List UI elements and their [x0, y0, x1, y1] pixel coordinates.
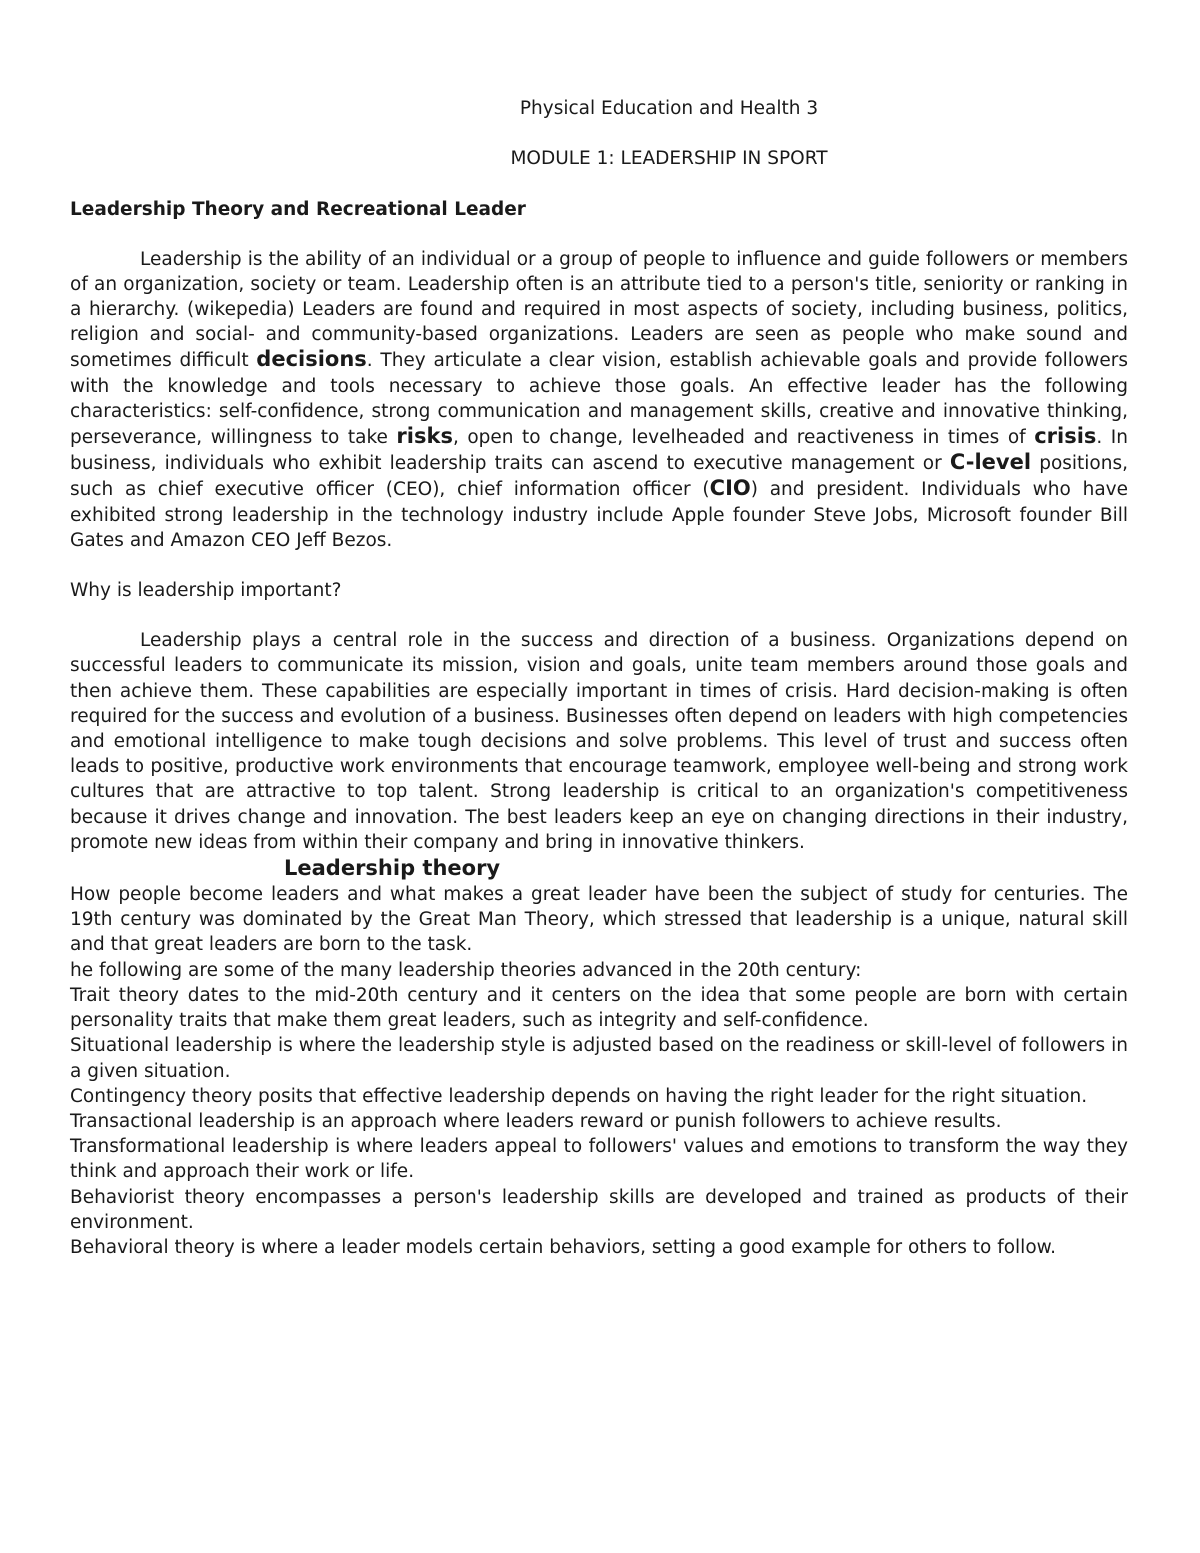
keyword-cio: CIO	[709, 476, 751, 501]
theory-item-situational: Situational leadership is where the leadership style is adjusted based on the readiness or skill-level of followers in a given situation.	[70, 1035, 1128, 1082]
leadership-theory-heading: Leadership theory	[284, 856, 501, 881]
theory-item-transactional: Transactional leadership is an approach where leaders reward or punish followers to achieve results.	[70, 1110, 1002, 1132]
theory-intro: How people become leaders and what makes a great leader have been the subject of study for centuries. The 19th century was dominated by the Great Man Theory, which stressed that leadership is a unique, natural skill and that great leaders are born to the task.	[70, 884, 1128, 956]
keyword-decisions: decisions	[256, 347, 367, 372]
keyword-risks: risks	[396, 424, 453, 449]
importance-question: Why is leadership important?	[70, 580, 342, 602]
document-page	[70, 96, 1128, 1260]
intro-paragraph	[70, 247, 1128, 553]
theory-item-behaviorist: Behaviorist theory encompasses a person's leadership skills are developed and trained as products of their environment.	[70, 1186, 1128, 1233]
intro-text-5: positions, such as chief executive officer (CEO), chief information officer (	[70, 453, 1128, 501]
theory-lead: he following are some of the many leadership theories advanced in the 20th century:	[70, 959, 862, 981]
section-title: Leadership Theory and Recreational Leader	[70, 199, 526, 221]
intro-text-6: ) and president. Individuals who have exhibited strong leadership in the technology industry include Apple founder Steve Jobs, Microsoft founder Bill Gates and Amazon CEO Jeff Bezos.	[70, 479, 1128, 551]
theory-item-transformational: Transformational leadership is where leaders appeal to followers' values and emotions to transform the way they think and approach their work or life.	[70, 1136, 1128, 1183]
intro-text-3: , open to change, levelheaded and reactiveness in times of	[452, 427, 1035, 449]
keyword-crisis: crisis	[1034, 424, 1097, 449]
keyword-c-level: C-level	[949, 450, 1032, 475]
theory-item-trait: Trait theory dates to the mid-20th century and it centers on the idea that some people are born with certain personality traits that make them great leaders, such as integrity and self-confidence.	[70, 984, 1128, 1032]
intro-text-1: Leadership is the ability of an individual or a group of people to influence and guide followers or members of an organization, society or team. Leadership often is an attribute tied to a person's title, seniority or ranking in a hierarchy. (wikepedia) Leaders are found and required in most aspects of society, including business, politics, religion and social- and community-based organizations. Leaders are seen as people who make sound and sometimes difficult	[70, 248, 1128, 372]
module-title: MODULE 1: LEADERSHIP IN SPORT	[510, 148, 828, 170]
theory-item-behavioral: Behavioral theory is where a leader models certain behaviors, setting a good example for others to follow.	[70, 1236, 1056, 1258]
importance-paragraph: Leadership plays a central role in the success and direction of a business. Organizations depend on successful leaders to communicate its mission, vision and goals, unite team members around those goals and then achieve them. These capabilities are especially important in times of crisis. Hard decision-making is often required for the success and evolution of a business. Businesses often depend on leaders with high competencies and emotional intelligence to make tough decisions and solve problems. This level of trust and success often leads to positive, productive work environments that encourage teamwork, employee well-being and strong work cultures that are attractive to top talent. Strong leadership is critical to an organization's competitiveness because it drives change and innovation. The best leaders keep an eye on changing directions in their industry, promote new ideas from within their company and bring in innovative thinkers.	[70, 630, 1128, 853]
course-title: Physical Education and Health 3	[519, 98, 819, 119]
intro-text-4: . In business, individuals who exhibit leadership traits can ascend to executive management or	[70, 427, 1128, 475]
intro-text-2: . They articulate a clear vision, establish achievable goals and provide followers with the knowledge and tools necessary to achieve those goals. An effective leader has the following characteristics: self-confidence, strong communication and management skills, creative and innovative thinking, perseverance, willingness to take	[70, 350, 1128, 449]
theory-item-contingency: Contingency theory posits that effective leadership depends on having the right leader for the right situation.	[70, 1085, 1088, 1107]
